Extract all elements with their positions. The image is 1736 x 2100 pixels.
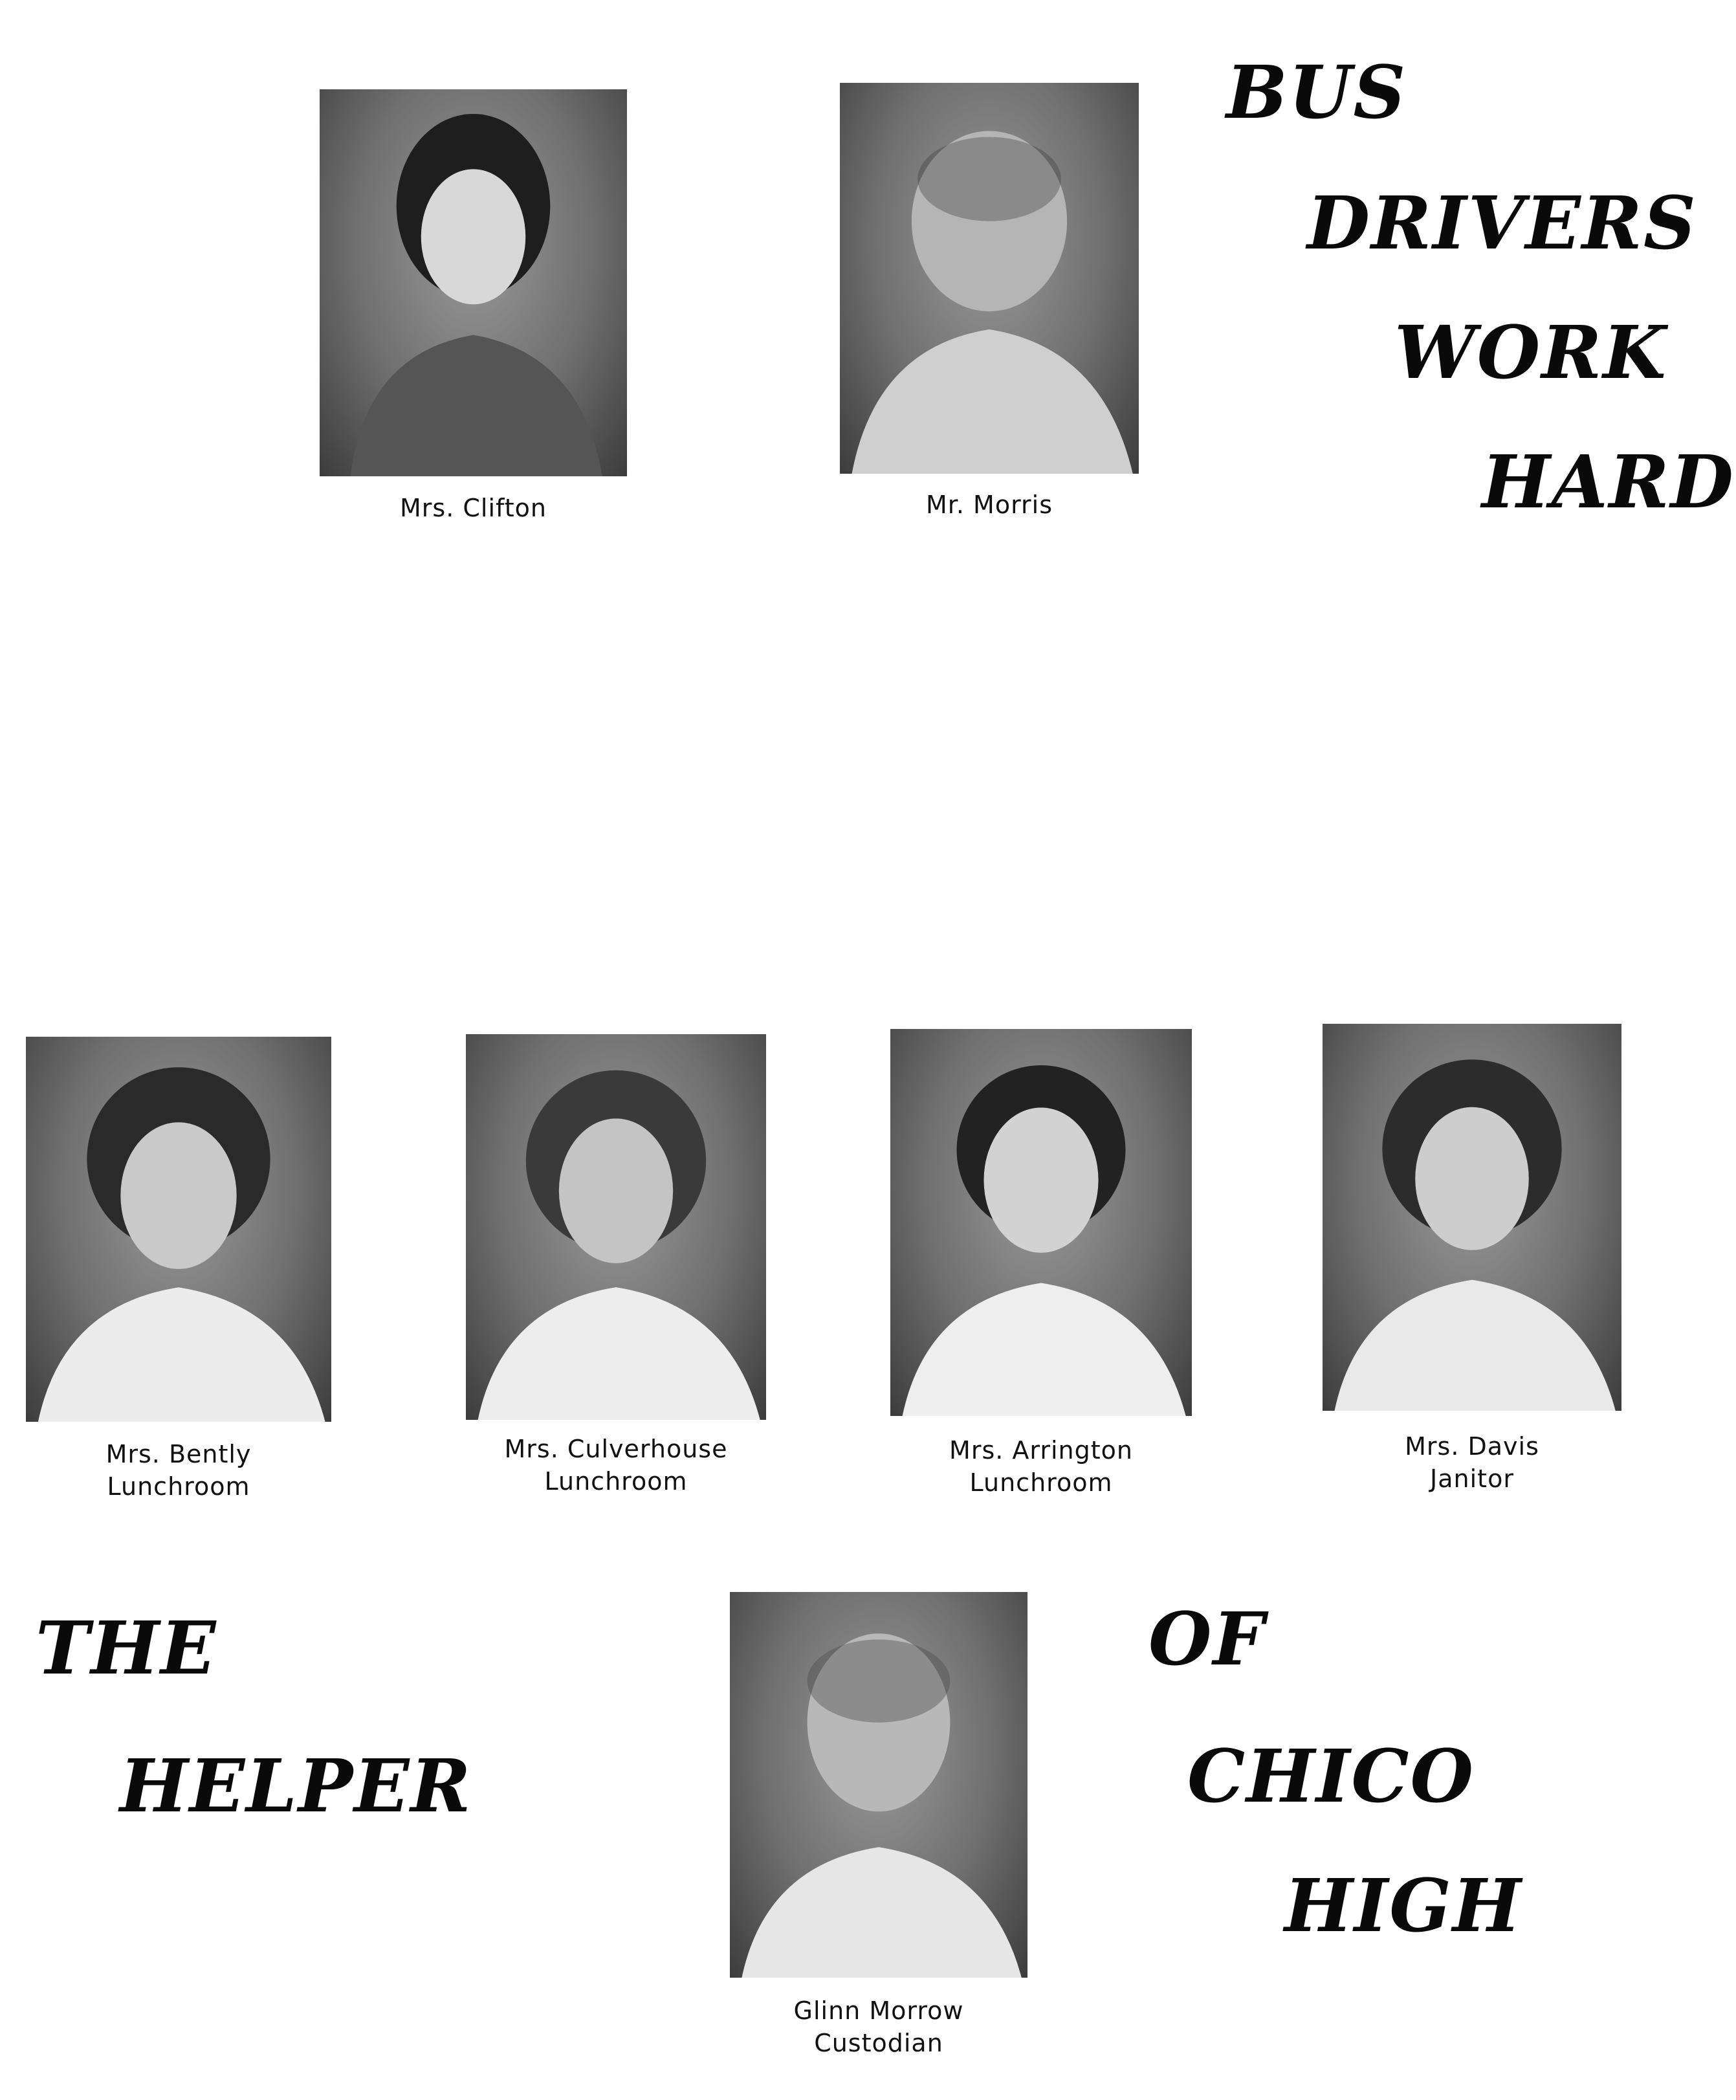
person-name: Mrs. Bently — [105, 1440, 252, 1468]
headline-word-helper: HELPER — [120, 1744, 472, 1829]
headline-word-chico: CHICO — [1187, 1734, 1475, 1819]
headline-word-bus: BUS — [1226, 50, 1407, 135]
person-role: Custodian — [814, 2029, 943, 2057]
portrait-silhouette — [840, 83, 1139, 474]
caption-arrington — [890, 1434, 1192, 1499]
caption-davis — [1323, 1430, 1621, 1495]
portrait-silhouette — [730, 1592, 1027, 1978]
caption-morrow — [730, 1995, 1027, 2059]
person-name: Mrs. Arrington — [949, 1436, 1133, 1464]
portrait-silhouette — [26, 1037, 331, 1422]
portrait-photo-clifton — [320, 89, 627, 476]
person-name: Mr. Morris — [925, 491, 1053, 519]
headline-word-of: OF — [1148, 1597, 1266, 1682]
caption-clifton — [320, 492, 627, 524]
portrait-silhouette — [1323, 1024, 1621, 1411]
portrait-silhouette — [320, 89, 627, 476]
portrait-photo-culverhouse — [466, 1034, 766, 1420]
headline-word-work: WORK — [1394, 311, 1667, 395]
person-role: Lunchroom — [969, 1468, 1113, 1497]
portrait-photo-morrow — [730, 1592, 1027, 1978]
portrait-silhouette — [890, 1029, 1192, 1416]
portrait-photo-arrington — [890, 1029, 1192, 1416]
person-name: Glinn Morrow — [793, 1996, 964, 2025]
headline-word-hard: HARD — [1482, 440, 1735, 525]
person-name: Mrs. Clifton — [400, 494, 547, 522]
portrait-silhouette — [466, 1034, 766, 1420]
person-role: Lunchroom — [107, 1472, 250, 1501]
person-role: Janitor — [1430, 1464, 1514, 1493]
caption-culverhouse — [466, 1433, 766, 1498]
portrait-photo-morris — [840, 83, 1139, 474]
caption-bently — [26, 1438, 331, 1503]
person-name: Mrs. Culverhouse — [504, 1435, 728, 1463]
person-role: Lunchroom — [544, 1467, 688, 1496]
person-name: Mrs. Davis — [1405, 1432, 1539, 1461]
headline-word-high: HIGH — [1284, 1864, 1522, 1949]
caption-morris — [840, 489, 1139, 521]
headline-word-the: THE — [36, 1606, 217, 1691]
portrait-photo-bently — [26, 1037, 331, 1422]
headline-word-drivers: DRIVERS — [1307, 181, 1697, 266]
portrait-photo-davis — [1323, 1024, 1621, 1411]
